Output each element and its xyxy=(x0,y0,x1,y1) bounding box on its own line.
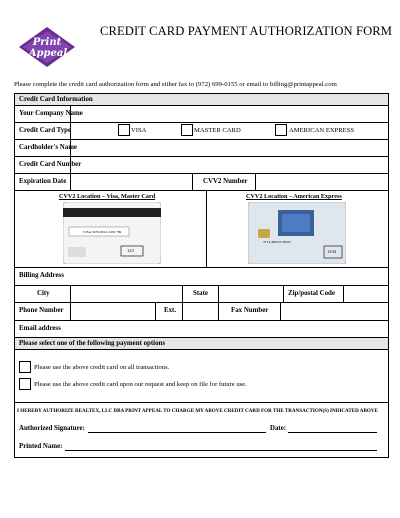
billing-address-label: Billing Address xyxy=(19,272,64,279)
city-label: City xyxy=(37,290,50,297)
visa-cvv-value: 123 xyxy=(127,248,134,253)
mastercard-option-label: MASTER CARD xyxy=(194,127,241,134)
ext-label: Ext. xyxy=(164,307,177,314)
amex-cvv-value: 1234 xyxy=(327,249,336,254)
fax-label: Fax Number xyxy=(231,307,269,314)
state-label: State xyxy=(193,290,208,297)
instructions-text: Please complete the credit card authorization form and either fax to (972) 699-0155 or email to billing@printappeal.com xyxy=(14,81,337,88)
section-heading-card: Credit Card Information xyxy=(19,96,93,103)
mastercard-checkbox[interactable] xyxy=(181,124,193,136)
option-2-label: Please use the above credit card upon our request and keep on file for future use. xyxy=(34,381,247,388)
phone-label: Phone Number xyxy=(19,307,64,314)
printed-name-label: Printed Name: xyxy=(19,443,63,450)
zip-label: Zip/postal Code xyxy=(288,290,335,297)
svg-text:Print: Print xyxy=(32,37,62,48)
print-appeal-logo xyxy=(18,26,76,68)
page-title: CREDIT CARD PAYMENT AUTHORIZATION FORM xyxy=(100,24,393,38)
signature-label: Authorized Signature: xyxy=(19,425,85,432)
visa-checkbox[interactable] xyxy=(118,124,130,136)
company-label: Your Company Name xyxy=(19,110,83,117)
cvv2-label: CVV2 Number xyxy=(203,178,248,185)
date-line[interactable] xyxy=(288,432,377,433)
card-type-label: Credit Card Type xyxy=(19,127,72,134)
options-heading: Please select one of the following payment options xyxy=(19,340,166,347)
visa-option-label: VISA xyxy=(131,127,147,134)
amex-option-label: AMERICAN EXPRESS xyxy=(289,127,355,134)
date-label: Date: xyxy=(270,425,287,432)
cvv-amex-caption: CVV2 Location – American Express xyxy=(246,193,342,200)
amex-card-number-text: 3714 496353 98431 xyxy=(263,240,291,244)
option-2-checkbox[interactable] xyxy=(19,378,31,390)
svg-text:Appeal: Appeal xyxy=(28,48,68,59)
option-1-checkbox[interactable] xyxy=(19,361,31,373)
card-number-label: Credit Card Number xyxy=(19,161,82,168)
email-label: Email address xyxy=(19,325,61,332)
cvv-visa-caption: CVV2 Location – Visa, Master Card xyxy=(59,193,156,200)
amex-card-front-image xyxy=(248,202,346,264)
cardholder-label: Cardholder's Name xyxy=(19,144,77,151)
option-1-label: Please use the above credit card on all transactions. xyxy=(34,364,170,371)
payment-form xyxy=(14,93,389,458)
expiration-label: Expiration Date xyxy=(19,178,67,185)
amex-checkbox[interactable] xyxy=(275,124,287,136)
authorization-statement: I HEREBY AUTHORIZE REALTEX, LLC DBA PRINT APPEAL TO CHARGE MY ABOVE CREDIT CARD FOR THE TRANSACTION(S) INDICATED ABOVE xyxy=(17,408,378,414)
printed-name-line[interactable] xyxy=(65,450,377,451)
visa-card-number-text: VISA 5678-9012-3456 789 xyxy=(83,230,122,234)
signature-line[interactable] xyxy=(88,432,266,433)
